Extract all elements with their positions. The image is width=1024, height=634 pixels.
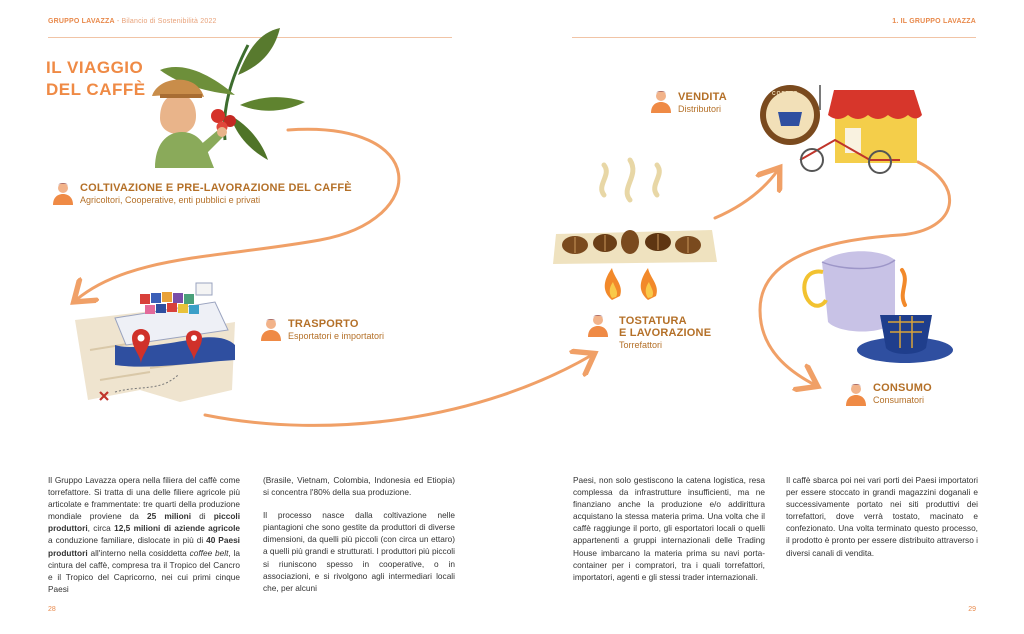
body-column-4 — [786, 474, 978, 570]
roasting-illustration — [553, 160, 717, 300]
page-title-line1: IL VIAGGIO — [46, 58, 144, 77]
stage-consumo-subtitle: Consumatori — [873, 395, 925, 405]
person-icon-tostatura — [587, 313, 609, 338]
body-column-2-paragraph-1: (Brasile, Vietnam, Colombia, Indonesia ed Etiopia) si concentra l'80% della sua produzione. — [263, 475, 455, 498]
coffee-cups-illustration — [804, 251, 953, 363]
stage-tostatura — [619, 315, 711, 351]
coffee-shop-illustration — [760, 85, 922, 173]
page-title-line2: DEL CAFFÈ — [46, 80, 146, 99]
person-icon-consumo — [845, 382, 867, 407]
stage-vendita — [678, 91, 727, 115]
stage-vendita-subtitle: Distributori — [678, 104, 722, 114]
stage-tostatura-subtitle: Torrefattori — [619, 340, 663, 350]
stage-coltivazione — [80, 182, 352, 206]
farmer-illustration — [152, 80, 227, 168]
stage-consumo — [873, 382, 932, 406]
stage-tostatura-title-line1: TOSTATURA — [619, 315, 687, 327]
stage-coltivazione-title: COLTIVAZIONE E PRE-LAVORAZIONE DEL CAFFÈ — [80, 182, 352, 194]
stage-tostatura-title-line2: E LAVORAZIONE — [619, 327, 712, 339]
stage-trasporto-subtitle: Esportatori e importatori — [288, 331, 385, 341]
stage-coltivazione-subtitle: Agricoltori, Cooperative, enti pubblici e privati — [80, 195, 261, 205]
shop-sign-text: COFFEE — [772, 91, 799, 97]
stage-trasporto — [288, 318, 384, 342]
body-column-3 — [573, 474, 765, 594]
flow-arrow-coltivazione-trasporto — [76, 129, 399, 300]
running-header-right: 1. IL GRUPPO LAVAZZA — [892, 18, 976, 25]
body-column-3-paragraph-1: Paesi, non solo gestiscono la catena logistica, resa complessa da infrastrutture insufficienti, ma ne finanziano anche la produzione e/o addirittura acquistano la stessa materia prima. Una volta che il caffè raggiunge il porto, gli esportatori locali o quelli appartenenti a gruppi internazionali delle Trading House imbarcano la materia prima su navi porta-container per i compratori, tra i quali torrefattori, importatori, agenti e gli stessi trader internazionali. — [573, 475, 765, 582]
ship-map-illustration — [75, 283, 235, 402]
stage-trasporto-title: TRASPORTO — [288, 318, 359, 330]
body-column-1: Il Gruppo Lavazza opera nella filiera del caffè come torrefattore. Si tratta di una delle filiere agricole più articolate e frammentate: tre quarti della produzione mondiale proviene da 25 milioni di piccoli produttori, circa 12,5 milioni di aziende agricole a conduzione familiare, dislocate in più di 40 Paesi produttori all'interno nella cosiddetta coffee belt, la cintura del caffè, compresa tra il Tropico del Cancro e il Tropico del Capricorno, nei cui primi cinque Paesi — [48, 475, 240, 594]
person-icon-coltivazione — [52, 181, 74, 206]
person-icon-vendita — [650, 89, 672, 114]
page-number-right: 29 — [968, 606, 976, 613]
body-column-4-paragraph-1: Il caffè sbarca poi nei vari porti dei Paesi importatori per essere stoccato in grandi magazzini doganali e successivamente portato nei siti produttivi dei torrefattori, dove verrà tostato, macinato e confezionato. Una volta terminato questo processo, il prodotto è pronto per essere distribuito attraverso i diversi canali di vendita. — [786, 475, 978, 558]
body-column-2-paragraph-2: Il processo nasce dalla coltivazione nelle piantagioni che sono gestite da produttori di diverse dimensioni, da quelli più piccoli (con circa un ettaro) a quelli più grandi e strutturati. I produttori più piccoli si riuniscono spesso in cooperative, o in associazioni, e si rivolgono agli intermediari locali che, per alcuni — [263, 510, 455, 593]
header-brand: GRUPPO LAVAZZA — [48, 18, 115, 25]
stage-consumo-title: CONSUMO — [873, 382, 932, 394]
flow-arrow-tostatura-vendita — [715, 170, 778, 218]
header-subtitle: - Bilancio di Sostenibilità 2022 — [114, 18, 217, 25]
person-icon-trasporto — [260, 317, 282, 342]
flow-arrow-trasporto-tostatura — [205, 355, 592, 425]
body-column-2 — [263, 474, 455, 605]
stage-vendita-title: VENDITA — [678, 91, 727, 103]
page-number-left: 28 — [48, 606, 56, 613]
